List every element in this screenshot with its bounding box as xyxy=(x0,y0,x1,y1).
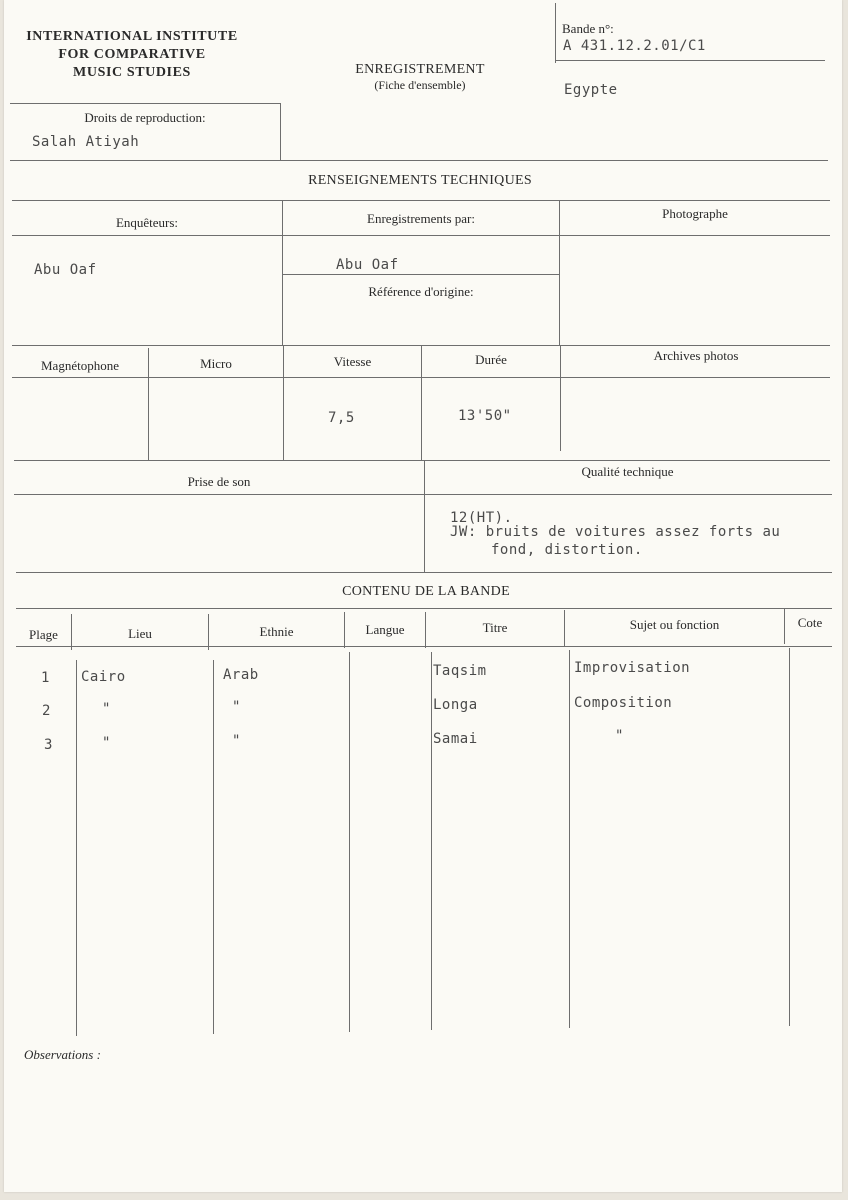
col-header-langue: Langue xyxy=(365,622,405,637)
rule-9 xyxy=(16,608,832,609)
row-3-plage: 3 xyxy=(44,737,53,753)
origin-ref-label: Référence d'origine: xyxy=(368,284,474,299)
form-subtitle: (Fiche d'ensemble) xyxy=(374,78,466,92)
row-1-ethnie: Arab xyxy=(223,667,259,683)
row-2-plage: 2 xyxy=(42,703,51,719)
row-1-plage: 1 xyxy=(41,670,50,686)
sound-take-label: Prise de son xyxy=(187,474,251,489)
row-2-sujet: Composition xyxy=(574,695,673,711)
speed-label: Vitesse xyxy=(333,354,372,369)
institute-line-2: FOR COMPARATIVE xyxy=(58,47,206,62)
row-1-sujet: Improvisation xyxy=(574,660,691,676)
technical-heading: RENSEIGNEMENTS TECHNIQUES xyxy=(308,173,532,188)
rule-8 xyxy=(16,572,832,573)
institute-line-1: INTERNATIONAL INSTITUTE xyxy=(26,29,238,44)
col-header-cote: Cote xyxy=(797,615,823,630)
rule-6 xyxy=(14,460,830,461)
institute-name xyxy=(4,28,260,82)
col-header-ethnie: Ethnie xyxy=(259,624,294,639)
photo-archives-label: Archives photos xyxy=(653,348,739,363)
tape-box-left xyxy=(555,3,556,63)
rule-10 xyxy=(16,646,832,647)
recorded-by-label: Enregistrements par: xyxy=(367,211,475,226)
rights-label: Droits de reproduction: xyxy=(84,110,206,125)
row-2-titre: Longa xyxy=(433,697,478,713)
form-sheet xyxy=(4,0,842,1192)
observations-label: Observations : xyxy=(24,1047,101,1062)
institute-line-3: MUSIC STUDIES xyxy=(73,65,191,80)
tape-number: A 431.12.2.01/C1 xyxy=(563,38,706,54)
investigators-value: Abu Oaf xyxy=(34,262,97,278)
duration-value: 13'50" xyxy=(458,408,512,424)
col-header-sujet: Sujet ou fonction xyxy=(629,617,720,632)
rights-value: Salah Atiyah xyxy=(32,134,140,150)
micro-label: Micro xyxy=(200,356,232,371)
row-2-ethnie: " xyxy=(232,699,241,715)
investigators-label: Enquêteurs: xyxy=(115,215,179,230)
form-title: ENREGISTREMENT xyxy=(355,62,485,77)
col-divider-2-body xyxy=(213,660,214,1034)
row-1-titre: Taqsim xyxy=(433,663,487,679)
row-1-lieu: Cairo xyxy=(81,669,126,685)
quality-label: Qualité technique xyxy=(581,464,674,479)
recorder-label: Magnétophone xyxy=(41,358,119,373)
tape-box-bottom xyxy=(555,60,825,61)
col-header-plage: Plage xyxy=(29,627,58,642)
country: Egypte xyxy=(564,82,618,98)
col-divider-1-body xyxy=(76,660,77,1036)
quality-line-2: JW: bruits de voitures assez forts au xyxy=(450,524,781,540)
rights-box-right xyxy=(280,103,281,161)
row-2-lieu: " xyxy=(102,701,111,717)
photographer-label: Photographe xyxy=(662,206,728,221)
rule-3 xyxy=(12,235,830,236)
rule-origin xyxy=(283,274,559,275)
rule-7 xyxy=(14,494,832,495)
contents-heading: CONTENU DE LA BANDE xyxy=(342,584,510,599)
col-divider-3-body xyxy=(349,652,350,1032)
recorded-by-value: Abu Oaf xyxy=(336,257,399,273)
col-divider-5-body xyxy=(569,650,570,1028)
row-3-sujet: " xyxy=(615,728,624,744)
duration-label: Durée xyxy=(475,352,507,367)
rights-box-top xyxy=(10,103,281,104)
quality-line-3: fond, distortion. xyxy=(491,542,643,558)
tape-label: Bande n°: xyxy=(562,21,614,36)
speed-value: 7,5 xyxy=(328,410,355,426)
form-title-block xyxy=(320,62,520,93)
col-divider-4-body xyxy=(431,652,432,1030)
row-3-titre: Samai xyxy=(433,731,478,747)
col-header-titre: Titre xyxy=(482,620,508,635)
row-3-lieu: " xyxy=(102,735,111,751)
rule-2 xyxy=(12,200,830,201)
row-3-ethnie: " xyxy=(232,733,241,749)
col-header-lieu: Lieu xyxy=(128,626,152,641)
rule-1 xyxy=(10,160,828,161)
col-divider-6-body xyxy=(789,648,790,1026)
quality-line-1: 12(HT). xyxy=(450,510,513,526)
